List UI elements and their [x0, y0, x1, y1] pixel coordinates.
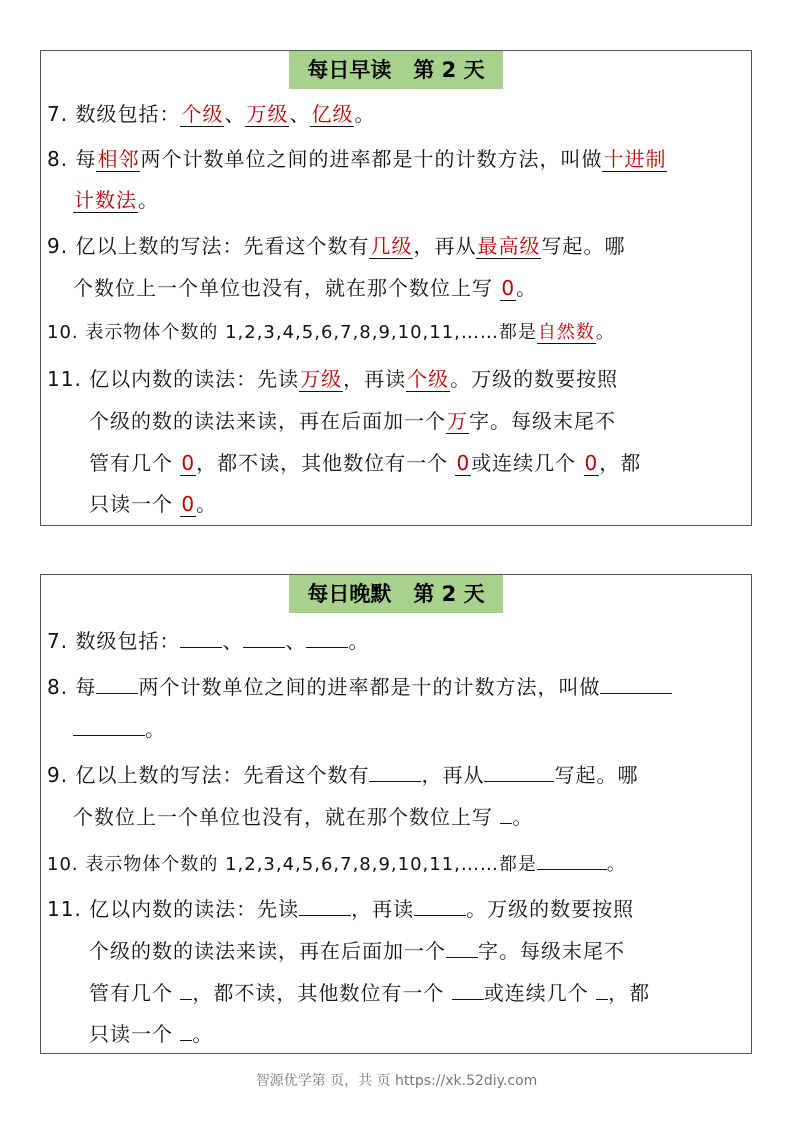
answer: 相邻: [97, 147, 140, 171]
question-11: 11. 亿以内数的读法：先读万级，再读个级。万级的数要按照: [47, 367, 619, 391]
answer-blank[interactable]: [180, 977, 192, 1000]
answer-blank[interactable]: [452, 977, 484, 1000]
answer: 0: [584, 451, 599, 475]
question-8-line-2: 。: [73, 713, 747, 743]
answer: 亿级: [311, 102, 354, 126]
question-7: 7. 数级包括： 、 、 。: [47, 625, 747, 655]
answer-blank[interactable]: [600, 671, 672, 694]
answer: 最高级: [477, 234, 541, 258]
question-11-line-2: 个级的数的读法来读，再在后面加一个万字。每级末尾不: [89, 409, 616, 433]
evening-title: 每日晚默 第 2 天: [289, 575, 503, 613]
answer: 0: [501, 276, 516, 300]
question-9-line-2: 个数位上一个单位也没有，就在那个数位上写 。: [73, 801, 747, 831]
morning-reading-box: [40, 50, 752, 526]
question-8: 8. 每 两个计数单位之间的进率都是十的计数方法，叫做: [47, 671, 747, 701]
answer: 几级: [370, 234, 413, 258]
answer: 个级: [181, 102, 224, 126]
answer-blank[interactable]: [484, 759, 554, 782]
question-11-line-3: 管有几个 0，都不读，其他数位有一个 0或连续几个 0，都: [89, 451, 642, 475]
answer-blank[interactable]: [446, 935, 478, 958]
answer-blank[interactable]: [243, 625, 285, 648]
question-10: 10. 表示物体个数的 1,2,3,4,5,6,7,8,9,10,11,……都是自然数。: [47, 322, 615, 343]
answer: 十进制: [603, 147, 667, 171]
question-8: 8. 每相邻两个计数单位之间的进率都是十的计数方法，叫做十进制: [47, 147, 667, 171]
answer: 万: [447, 409, 468, 433]
question-11-line-3: 管有几个 ，都不读，其他数位有一个 或连续几个 ，都: [89, 977, 747, 1007]
answer-blank[interactable]: [96, 671, 138, 694]
answer: 自然数: [537, 322, 595, 343]
question-8-line-2: 计数法。: [74, 188, 159, 212]
answer-blank[interactable]: [414, 893, 466, 916]
answer: 个级: [407, 367, 450, 391]
answer-blank[interactable]: [180, 1018, 192, 1041]
morning-title: 每日早读 第 2 天: [289, 51, 503, 89]
question-11-line-4: 只读一个 0。: [89, 492, 218, 516]
answer-blank[interactable]: [306, 625, 348, 648]
answer: 0: [456, 451, 471, 475]
answer: 万级: [246, 102, 289, 126]
answer: 万级: [300, 367, 343, 391]
question-7: 7. 数级包括：个级、万级、亿级。: [47, 102, 376, 126]
question-9-line-2: 个数位上一个单位也没有，就在那个数位上写 0。: [73, 276, 538, 300]
answer-blank[interactable]: [73, 713, 145, 736]
question-9: 9. 亿以上数的写法：先看这个数有几级，再从最高级写起。哪: [47, 234, 626, 258]
answer-blank[interactable]: [537, 847, 607, 870]
answer-blank[interactable]: [369, 759, 421, 782]
question-11-line-2: 个级的数的读法来读，再在后面加一个 字。每级末尾不: [89, 935, 747, 965]
page-footer: 智源优学第 页，共 页 https://xk.52diy.com: [255, 1073, 538, 1089]
answer-blank[interactable]: [596, 977, 608, 1000]
answer-blank[interactable]: [180, 625, 222, 648]
answer-blank[interactable]: [500, 801, 512, 824]
question-9: 9. 亿以上数的写法：先看这个数有 ，再从 写起。哪: [47, 759, 747, 789]
question-11-line-4: 只读一个 。: [89, 1018, 747, 1048]
question-11: 11. 亿以内数的读法：先读 ，再读 。万级的数要按照: [47, 893, 747, 923]
evening-dictation-box: [40, 574, 752, 1054]
answer-blank[interactable]: [299, 893, 351, 916]
answer: 0: [181, 451, 196, 475]
answer: 0: [181, 492, 196, 516]
question-10: 10. 表示物体个数的 1,2,3,4,5,6,7,8,9,10,11,……都是 。: [47, 847, 747, 877]
answer: 计数法: [74, 188, 137, 212]
